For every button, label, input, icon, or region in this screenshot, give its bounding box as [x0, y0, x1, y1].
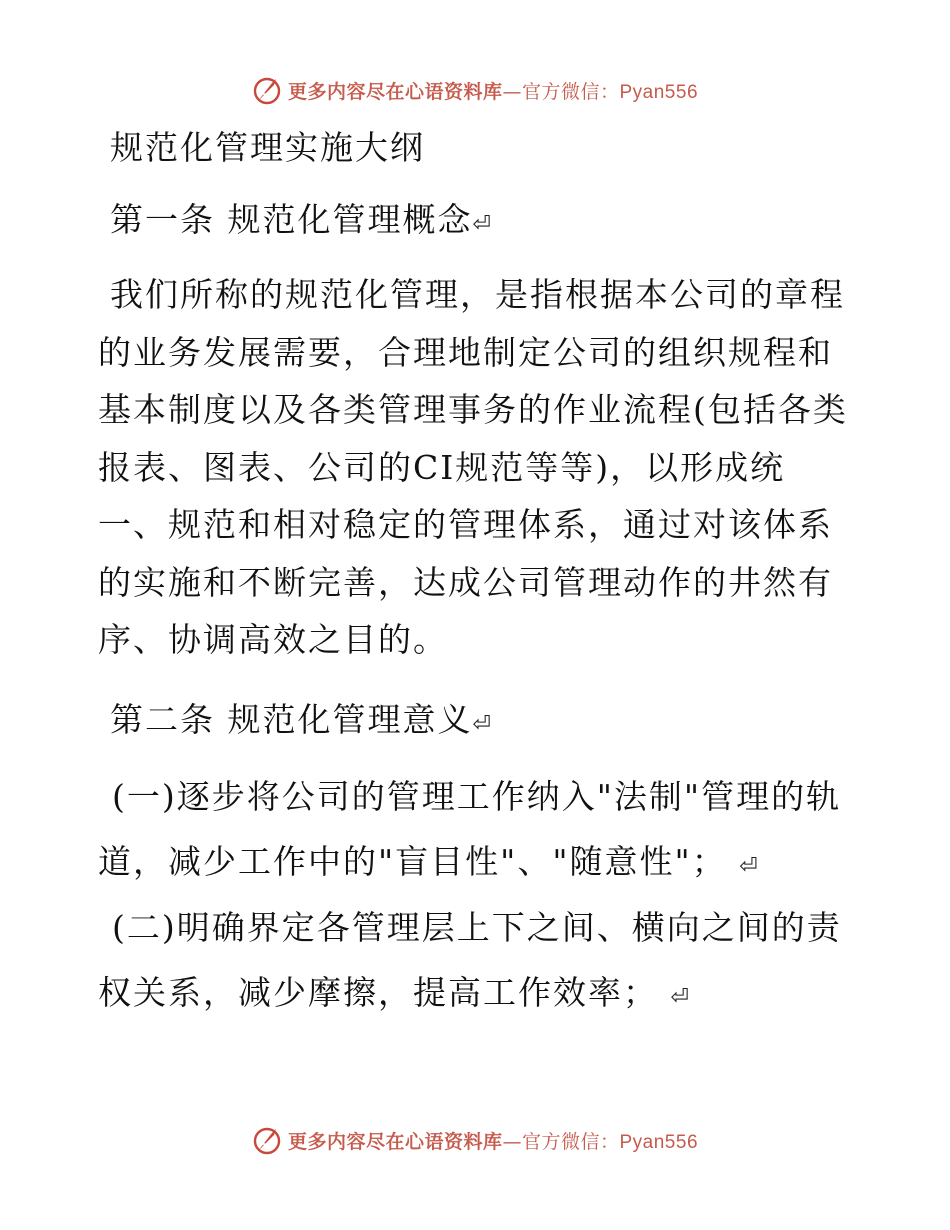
- banner-dash: —: [502, 80, 522, 103]
- banner-text: [288, 1127, 698, 1154]
- article2-item2-text: (二)明确界定各管理层上下之间、横向之间的责权关系，减少摩擦，提高工作效率；: [98, 908, 842, 1012]
- header-banner: [0, 70, 950, 110]
- return-mark-icon: ⏎: [472, 212, 491, 237]
- document-title-text: 规范化管理实施大纲: [110, 128, 425, 167]
- article1-heading: [110, 200, 491, 245]
- banner-official: 官方微信：: [521, 1130, 620, 1153]
- banner-dash: —: [502, 1130, 522, 1153]
- quill-logo-icon: [252, 75, 282, 105]
- document-title: [110, 128, 425, 168]
- article1-heading-text: 第一条 规范化管理概念: [110, 200, 473, 239]
- banner-official: 官方微信：: [521, 80, 620, 103]
- banner-wechat-id: Pyan556: [619, 81, 699, 103]
- article2-heading-text: 第二条 规范化管理意义: [110, 700, 473, 739]
- banner-brand: 更多内容尽在心语资料库: [287, 1130, 503, 1153]
- article1-body-text: 我们所称的规范化管理，是指根据本公司的章程的业务发展需要，合理地制定公司的组织规程和基本制度以及各类管理事务的作业流程(包括各类报表、图表、公司的CI规范等等)，以形成统一、规范和相对稳定的管理体系，通过对该体系的实施和不断完善，达成公司管理动作的井然有序、协调高效之目的。: [98, 275, 848, 659]
- banner-brand: 更多内容尽在心语资料库: [287, 80, 503, 103]
- footer-banner: [0, 1120, 950, 1160]
- article2-item1: [98, 764, 850, 899]
- return-mark-icon: ⏎: [472, 712, 491, 737]
- return-mark-icon: ⏎: [739, 854, 758, 879]
- article2-item1-text: (一)逐步将公司的管理工作纳入"法制"管理的轨道，减少工作中的"盲目性"、"随意性"；: [98, 777, 842, 881]
- article1-body: [98, 266, 850, 669]
- return-mark-icon: ⏎: [670, 985, 689, 1010]
- banner-text: [288, 77, 698, 104]
- article2-heading: [110, 700, 491, 745]
- banner-wechat-id: Pyan556: [619, 1131, 699, 1153]
- quill-logo-icon: [252, 1125, 282, 1155]
- article2-item2: [98, 895, 850, 1030]
